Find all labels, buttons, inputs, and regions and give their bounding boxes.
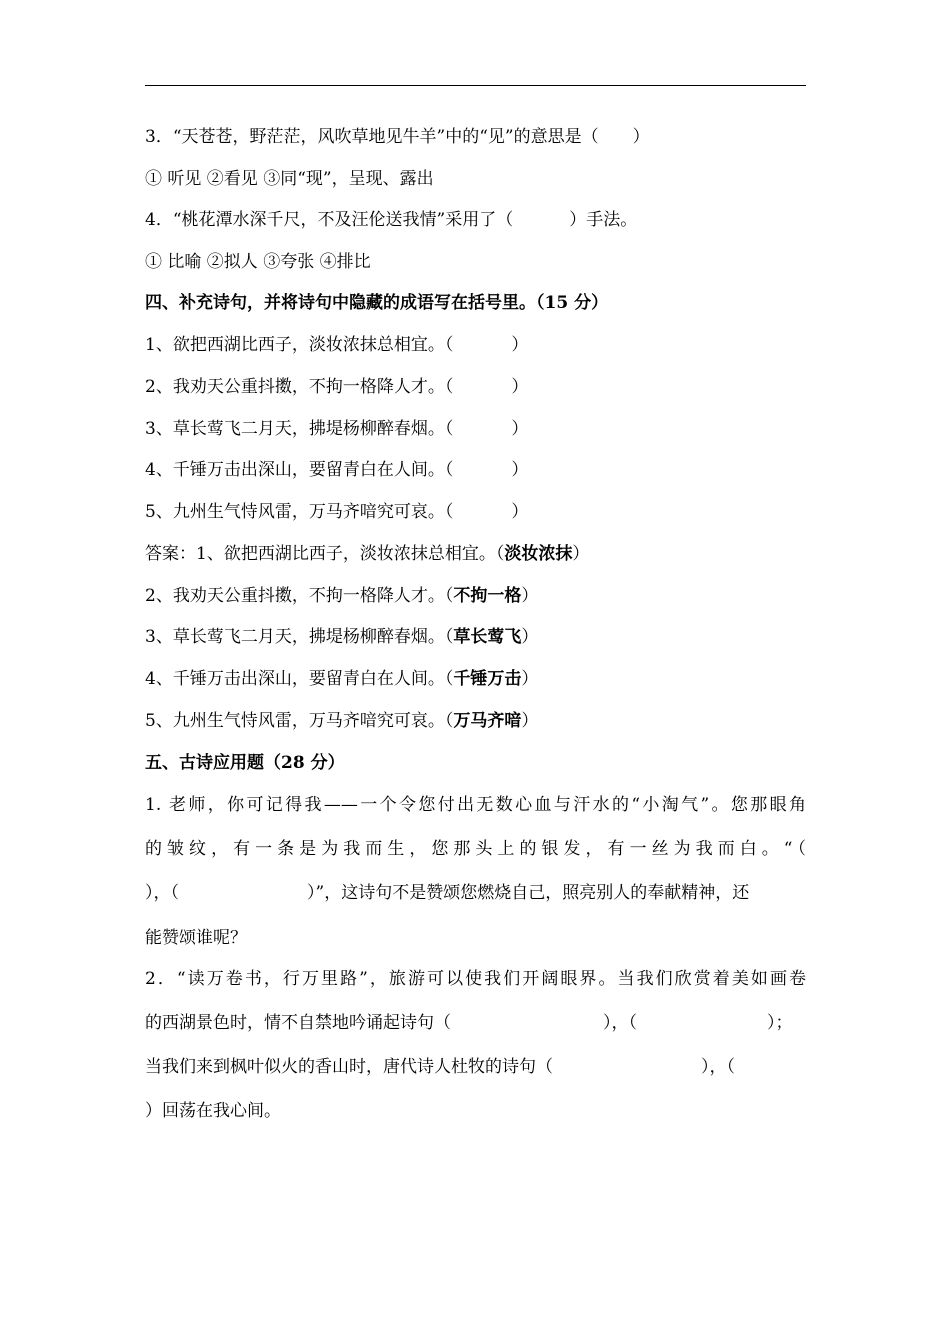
blank-item-close: ）: [511, 502, 529, 522]
answer-close: ）: [572, 544, 590, 564]
paragraph-1-line-2: 的皱纹，有一条是为我而生，您那头上的银发，有一丝为我而白。“（: [145, 839, 806, 859]
blank-item-close: ）: [511, 460, 529, 480]
answer-text: 2、我劝天公重抖擞，不拘一格降人才。（: [145, 586, 454, 606]
paragraph-2-line-3: [145, 1056, 806, 1078]
paragraph-2-blank-sep: ），（: [701, 1057, 735, 1077]
answer-idiom: 不拘一格: [453, 586, 522, 606]
paragraph-1-line-1: 1. 老师，你可记得我——一个令您付出无数心血与汗水的“小淘气”。您那眼角: [145, 795, 806, 815]
blank-item: [145, 376, 806, 398]
blank-item: [145, 334, 806, 356]
paragraph-2-blank-sep: ），（: [603, 1013, 637, 1033]
answer-item: [145, 626, 806, 648]
question-4-stem: [145, 209, 806, 231]
blank-item: [145, 418, 806, 440]
answer-idiom: 千锤万击: [453, 669, 522, 689]
section-4-heading: 四、补充诗句，并将诗句中隐藏的成语写在括号里。（15 分）: [145, 293, 609, 313]
answer-idiom: 万马齐喑: [453, 711, 522, 731]
blank-item: [145, 459, 806, 481]
paragraph-2-line-1: 2．“读万卷书，行万里路”，旅游可以使我们开阔眼界。当我们欣赏着美如画卷: [145, 969, 806, 989]
blank-item-text: 4、千锤万击出深山，要留青白在人间。（: [145, 460, 454, 480]
question-4-stem-end: ）手法。: [569, 210, 638, 230]
paragraph-1-line-4: 能赞颂谁呢？: [145, 928, 247, 948]
answer-close: ）: [521, 669, 539, 689]
section-5-heading: 五、古诗应用题（28 分）: [145, 753, 345, 773]
answer-text: 5、九州生气恃风雷，万马齐喑究可哀。（: [145, 711, 454, 731]
paragraph-2-line-2-end: ）；: [767, 1013, 793, 1033]
answer-close: ）: [521, 627, 539, 647]
blank-item-text: 2、我劝天公重抖擞，不拘一格降人才。（: [145, 377, 454, 397]
blank-item-close: ）: [511, 419, 529, 439]
blank-item-text: 1、欲把西湖比西子，淡妆浓抹总相宜。（: [145, 335, 454, 355]
paragraph-2-line-2-text: 的西湖景色时，情不自禁地吟诵起诗句（: [145, 1013, 451, 1033]
header-rule: [145, 85, 806, 86]
answer-idiom: 草长莺飞: [453, 627, 522, 647]
answer-item: [145, 710, 806, 732]
blank-item-close: ）: [511, 335, 529, 355]
blank-item-text: 5、九州生气恃风雷，万马齐喑究可哀。（: [145, 502, 454, 522]
paragraph-1-line-3-text: ）”，这诗句不是赞颂您燃烧自己，照亮别人的奉献精神，还: [307, 883, 750, 903]
answer-text: 4、千锤万击出深山，要留青白在人间。（: [145, 669, 454, 689]
paragraph-2-line-4: ）回荡在我心间。: [145, 1101, 281, 1121]
paragraph-2-line-2: [145, 1012, 806, 1034]
answer-close: ）: [521, 586, 539, 606]
blank-item-text: 3、草长莺飞二月天，拂堤杨柳醉春烟。（: [145, 419, 454, 439]
answer-text: 3、草长莺飞二月天，拂堤杨柳醉春烟。（: [145, 627, 454, 647]
answer-text: 答案：1、欲把西湖比西子，淡妆浓抹总相宜。（: [145, 544, 505, 564]
question-4-options: ① 比喻 ②拟人 ③夸张 ④排比: [145, 252, 371, 272]
answer-close: ）: [521, 711, 539, 731]
paragraph-1-line-3: [145, 882, 806, 904]
question-4-stem-start: 4．“桃花潭水深千尺，不及汪伦送我情”采用了（: [145, 210, 514, 230]
question-3-options: ① 听见 ②看见 ③同“现”，呈现、露出: [145, 169, 434, 189]
paragraph-1-blank-sep: ），（: [145, 883, 179, 903]
paragraph-2-line-3-text: 当我们来到枫叶似火的香山时，唐代诗人杜牧的诗句（: [145, 1057, 553, 1077]
question-3-stem: 3．“天苍苍，野茫茫，风吹草地见牛羊”中的“见”的意思是（ ）: [145, 127, 650, 147]
blank-item-close: ）: [511, 377, 529, 397]
answer-item: [145, 585, 806, 607]
answer-idiom: 淡妆浓抹: [504, 544, 573, 564]
blank-item: [145, 501, 806, 523]
answer-item: [145, 543, 806, 565]
answer-item: [145, 668, 806, 690]
